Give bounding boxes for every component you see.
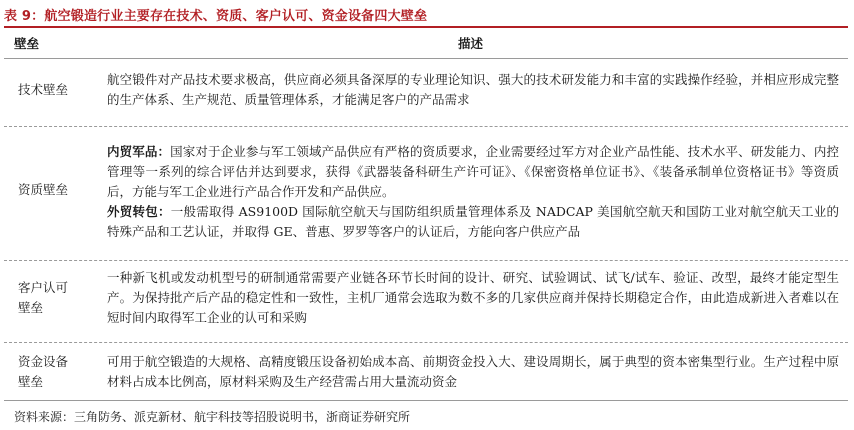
category-line: 资金设备 [18, 354, 69, 369]
row-description-capital [107, 352, 839, 392]
foreign-label: 外贸转包： [107, 204, 171, 219]
technology-description-text: 航空锻件对产品技术要求极高，供应商必须具备深厚的专业理论知识、强大的技术研发能力和丰富的实践操作经验，并相应形成完整的生产体系、生产规范、质量管理体系，才能满足客户的产品需求 [107, 72, 839, 107]
header-divider [4, 58, 848, 59]
row-description-qualification [107, 142, 839, 242]
title-underline [4, 26, 848, 28]
domestic-text: 国家对于企业参与军工领域产品供应有严格的资质要求，企业需要经过军方对企业产品性能、技术水平、研发能力、内控管理等一系列的综合评估并达到要求，获得《武器装备科研生产许可证》、《保密资格单位证书》、《装备承制单位资格证书》等资质后，方能与军工企业进行产品合作开发和产品供应。 [107, 144, 839, 199]
category-line: 客户认可 [18, 280, 69, 295]
header-barrier: 壁垒 [14, 36, 40, 51]
domestic-paragraph [107, 142, 839, 202]
row-category-technology: 技术壁垒 [18, 82, 69, 97]
row-divider [4, 342, 848, 343]
row-description-customer [107, 268, 839, 328]
table-bottom-rule [4, 400, 848, 401]
foreign-paragraph [107, 202, 839, 242]
row-divider [4, 126, 848, 127]
customer-description-text: 一种新飞机或发动机型号的研制通常需要产业链各环节长时间的设计、研究、试验调试、试飞/试车、验证、改型，最终才能定型生产。为保持批产后产品的稳定性和一致性，主机厂通常会选取为数不多的几家供应商并保持长期稳定合作，由此造成新进入者难以在短时间内取得军工企业的认可和采购 [107, 270, 839, 325]
category-line: 壁垒 [18, 374, 44, 389]
row-description-technology [107, 70, 839, 110]
domestic-label: 内贸军品： [107, 144, 171, 159]
row-category-qualification: 资质壁垒 [18, 182, 69, 197]
capital-description-text: 可用于航空锻造的大规格、高精度锻压设备初始成本高、前期资金投入大、建设周期长，属于典型的资本密集型行业。生产过程中原材料占成本比例高，原材料采购及生产经营需占用大量流动资金 [107, 354, 839, 389]
source-note: 资料来源：三角防务、派克新材、航宇科技等招股说明书，浙商证券研究所 [14, 410, 411, 424]
row-category-capital [18, 352, 88, 392]
category-line: 壁垒 [18, 300, 44, 315]
table-title: 表 9：航空锻造行业主要存在技术、资质、客户认可、资金设备四大壁垒 [4, 9, 428, 24]
header-description: 描述 [458, 36, 484, 51]
row-divider [4, 260, 848, 261]
row-category-customer [18, 278, 88, 318]
foreign-text: 一般需取得 AS9100D 国际航空航天与国防组织质量管理体系及 NADCAP 美国航空航天和国防工业对航空航天工业的特殊产品和工艺认证，并取得 GE、普惠、罗罗等客户的认证后，方能向客户供应产品 [107, 204, 839, 239]
